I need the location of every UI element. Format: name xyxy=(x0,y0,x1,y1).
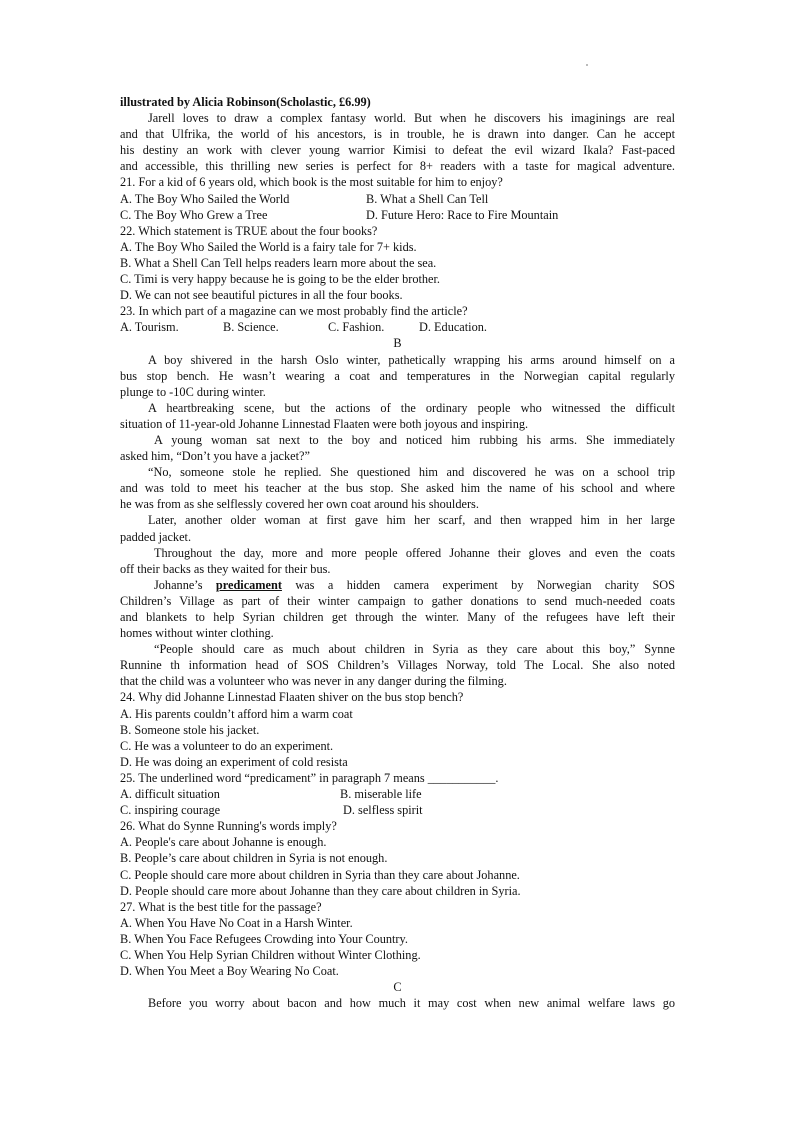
text-run: was a hidden camera experiment by Norwegian charity SOS xyxy=(281,577,675,592)
option-a: A. People's care about Johanne is enough. xyxy=(120,835,327,850)
question-25-options-cd xyxy=(120,802,675,818)
option-d: D. He was doing an experiment of cold resista xyxy=(120,754,348,769)
option-b: B. People’s care about children in Syria is not enough. xyxy=(120,851,388,866)
paragraph-line-predicament xyxy=(120,577,675,593)
paragraph-line: A heartbreaking scene, but the actions of the ordinary people who witnessed the difficult xyxy=(148,400,675,415)
option-d: D. People should care more about Johanne than they care about children in Syria. xyxy=(120,883,521,898)
option-d: D. selfless spirit xyxy=(343,803,423,818)
question-23-options xyxy=(120,319,675,335)
text-run: Johanne’s xyxy=(154,577,216,592)
option-c: C. The Boy Who Grew a Tree xyxy=(120,207,268,222)
passage-a-line: Jarell loves to draw a complex fantasy world. But when he discovers his imaginings are real xyxy=(148,111,675,126)
passage-a-line: and accessible, this thrilling new series is perfect for 8+ readers with a taste for magical adventure. xyxy=(120,159,675,174)
question-25-stem: 25. The underlined word “predicament” in paragraph 7 means ___________. xyxy=(120,770,499,785)
option-a: A. His parents couldn’t afford him a warm coat xyxy=(120,706,353,721)
paragraph-line: that the child was a volunteer who was never in any danger during the filming. xyxy=(120,674,507,689)
section-b-label: B xyxy=(393,336,402,351)
option-b: B. When You Face Refugees Crowding into Your Country. xyxy=(120,931,408,946)
passage-a-line: his destiny an work with clever young warrior Kimisi to defeat the evil wizard Ikala? Fast-paced xyxy=(120,143,675,158)
passage-a-line: and that Ulfrika, the world of his ancestors, is in trouble, he is drawn into danger. Can he accept xyxy=(120,127,675,142)
paragraph-line: padded jacket. xyxy=(120,529,192,544)
question-21-options-cd xyxy=(120,207,675,223)
paragraph-line: situation of 11-year-old Johanne Linnestad Flaaten were both joyous and inspiring. xyxy=(120,416,529,431)
question-25-options-ab xyxy=(120,786,675,802)
question-23-stem: 23. In which part of a magazine can we most probably find the article? xyxy=(120,304,468,319)
option-d: D. Education. xyxy=(419,320,487,335)
paragraph-line: plunge to -10C during winter. xyxy=(120,384,266,399)
option-d: D. When You Meet a Boy Wearing No Coat. xyxy=(120,964,339,979)
option-a: A. The Boy Who Sailed the World is a fairy tale for 7+ kids. xyxy=(120,239,417,254)
option-d: D. Future Hero: Race to Fire Mountain xyxy=(366,207,559,222)
option-a: A. difficult situation xyxy=(120,787,220,802)
underlined-word-predicament: predicament xyxy=(215,577,282,592)
paragraph-line: “People should care as much about children in Syria as they care about this boy,” Synne xyxy=(154,642,675,657)
paragraph-line: homes without winter clothing. xyxy=(120,626,274,641)
option-b: B. What a Shell Can Tell xyxy=(366,191,489,206)
paragraph-line: off their backs as they waited for their bus. xyxy=(120,561,331,576)
paragraph-line: asked him, “Don’t you have a jacket?” xyxy=(120,449,310,464)
option-c: C. When You Help Syrian Children without Winter Clothing. xyxy=(120,947,421,962)
option-a: A. The Boy Who Sailed the World xyxy=(120,191,290,206)
paragraph-line: Before you worry about bacon and how much it may cost when new animal welfare laws go xyxy=(148,996,675,1011)
question-24-stem: 24. Why did Johanne Linnestad Flaaten shiver on the bus stop bench? xyxy=(120,690,464,705)
option-a: A. Tourism. xyxy=(120,320,179,335)
section-c-label: C xyxy=(393,980,402,995)
paragraph-line: Children’s Village as part of their winter campaign to gather donations to send much-needed coats xyxy=(120,593,675,608)
paragraph-line: and blankets to help Syrian children get through the winter. Many of the refugees have left their xyxy=(120,610,675,624)
paragraph-line: A boy shivered in the harsh Oslo winter, pathetically wrapping his arms around himself on a xyxy=(148,352,675,367)
paragraph-line: Later, another older woman at first gave him her scarf, and then wrapped him in her large xyxy=(148,513,675,528)
option-c: C. He was a volunteer to do an experiment. xyxy=(120,738,334,753)
option-a: A. When You Have No Coat in a Harsh Winter. xyxy=(120,915,353,930)
exam-page xyxy=(120,94,675,1011)
question-21-stem: 21. For a kid of 6 years old, which book is the most suitable for him to enjoy? xyxy=(120,175,503,190)
option-c: C. inspiring courage xyxy=(120,803,221,818)
scan-speck xyxy=(586,64,588,66)
option-b: B. miserable life xyxy=(340,787,422,802)
question-26-stem: 26. What do Synne Running's words imply? xyxy=(120,819,337,834)
paragraph-line: A young woman sat next to the boy and noticed him rubbing his arms. She immediately xyxy=(154,432,675,447)
option-c: C. People should care more about children in Syria than they care about Johanne. xyxy=(120,867,520,882)
option-c: C. Fashion. xyxy=(328,320,385,335)
option-b: B. Science. xyxy=(223,320,279,335)
paragraph-line: “No, someone stole he replied. She questioned him and discovered he was on a school trip xyxy=(148,465,675,480)
paragraph-line: Runnine th information head of SOS Children’s Villages Norway, told The Local. She also noted xyxy=(120,658,675,673)
paragraph-line: he was from as she selflessly covered her own coat around his shoulders. xyxy=(120,497,479,512)
option-b: B. Someone stole his jacket. xyxy=(120,722,260,737)
book-heading: illustrated by Alicia Robinson(Scholastic, £6.99) xyxy=(120,95,371,109)
paragraph-line: and was told to meet his teacher at the bus stop. She asked him the name of his school and where xyxy=(120,481,675,496)
option-b: B. What a Shell Can Tell helps readers learn more about the sea. xyxy=(120,255,437,270)
paragraph-line: Throughout the day, more and more people offered Johanne their gloves and even the coats xyxy=(154,545,675,560)
option-c: C. Timi is very happy because he is going to be the elder brother. xyxy=(120,272,441,287)
option-d: D. We can not see beautiful pictures in all the four books. xyxy=(120,288,403,303)
paragraph-line: bus stop bench. He wasn’t wearing a coat and temperatures in the Norwegian capital regularly xyxy=(120,368,675,383)
question-27-stem: 27. What is the best title for the passage? xyxy=(120,899,322,914)
question-22-stem: 22. Which statement is TRUE about the four books? xyxy=(120,223,378,238)
question-21-options-ab xyxy=(120,191,675,207)
